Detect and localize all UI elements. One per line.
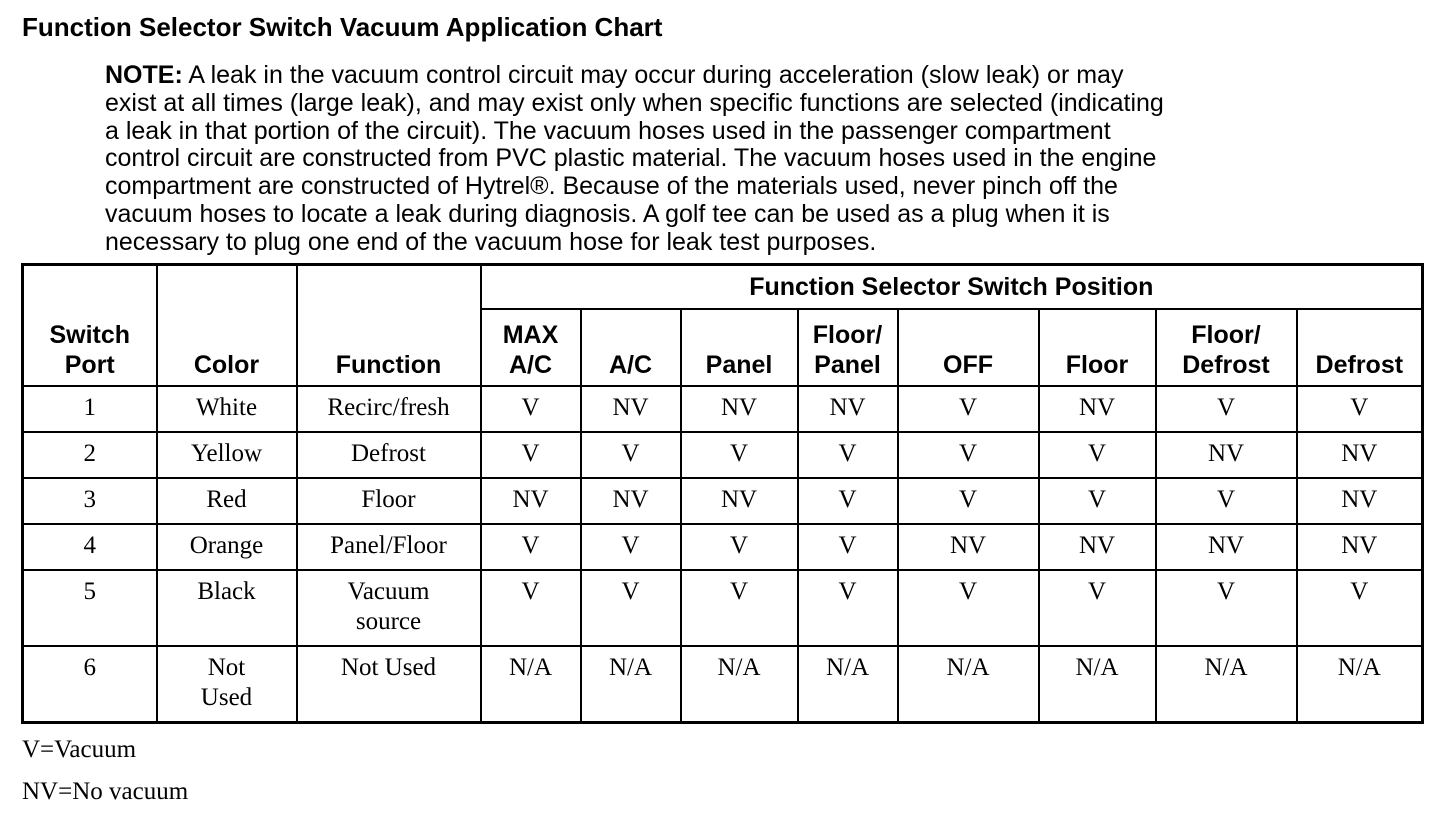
vacuum-value-cell: V: [798, 432, 898, 478]
header-line: Switch: [49, 321, 131, 349]
cell-line: Defrost: [351, 440, 426, 467]
vacuum-value-cell: N/A: [898, 646, 1039, 723]
header-line: Port: [64, 351, 115, 379]
color-cell: [157, 524, 297, 570]
header-position: [681, 309, 798, 386]
vacuum-value-cell: NV: [1297, 524, 1423, 570]
function-cell: [297, 386, 481, 432]
header-function: [297, 265, 481, 387]
note-line: a leak in that portion of the circuit). The vacuum hoses used in the passenger compartment: [105, 116, 1111, 145]
vacuum-value-cell: NV: [1156, 524, 1297, 570]
color-cell: [157, 646, 297, 723]
port-cell: 5: [23, 570, 157, 646]
cell-line: Panel/Floor: [330, 532, 447, 559]
color-cell: [157, 432, 297, 478]
vacuum-value-cell: NV: [1156, 432, 1297, 478]
vacuum-value-cell: NV: [681, 386, 798, 432]
header-line: A/C: [508, 351, 553, 379]
cell-line: source: [355, 608, 422, 635]
vacuum-value-cell: V: [481, 570, 581, 646]
vacuum-value-cell: NV: [1297, 478, 1423, 524]
header-line: Color: [193, 351, 260, 379]
header-position: [1039, 309, 1156, 386]
vacuum-value-cell: V: [581, 524, 681, 570]
cell-line: Yellow: [190, 440, 263, 467]
color-cell: [157, 570, 297, 646]
vacuum-value-cell: V: [898, 478, 1039, 524]
color-cell: [157, 478, 297, 524]
color-cell: [157, 386, 297, 432]
header-switch-position-group: Function Selector Switch Position: [481, 265, 1423, 310]
vacuum-value-cell: NV: [1039, 386, 1156, 432]
vacuum-value-cell: V: [898, 432, 1039, 478]
vacuum-value-cell: N/A: [1039, 646, 1156, 723]
function-cell: [297, 478, 481, 524]
header-line: A/C: [608, 351, 653, 379]
vacuum-value-cell: V: [798, 570, 898, 646]
header-line: Floor: [1065, 351, 1129, 379]
note-line: [105, 62, 1405, 90]
note-label: NOTE:: [105, 61, 183, 89]
note-line: vacuum hoses to locate a leak during diagnosis. A golf tee can be used as a plug when it is: [105, 199, 1110, 228]
header-line: Defrost: [1182, 351, 1270, 379]
table-row: [23, 646, 1423, 723]
header-position: [1297, 309, 1423, 386]
vacuum-value-cell: N/A: [1156, 646, 1297, 723]
vacuum-value-cell: N/A: [681, 646, 798, 723]
vacuum-value-cell: V: [681, 432, 798, 478]
vacuum-value-cell: NV: [798, 386, 898, 432]
vacuum-value-cell: V: [481, 432, 581, 478]
header-line: OFF: [943, 351, 993, 379]
cell-line: Red: [206, 486, 247, 513]
table-row: [23, 432, 1423, 478]
vacuum-value-cell: V: [1297, 386, 1423, 432]
note-line-text: A leak in the vacuum control circuit may occur during acceleration (slow leak) or may: [182, 61, 1124, 89]
function-cell: [297, 432, 481, 478]
cell-line: Floor: [361, 486, 416, 513]
vacuum-value-cell: NV: [681, 478, 798, 524]
note-line: exist at all times (large leak), and may exist only when specific functions are selected (indicating: [105, 88, 1164, 117]
vacuum-value-cell: V: [581, 570, 681, 646]
vacuum-value-cell: V: [1156, 386, 1297, 432]
cell-line: Vacuum: [347, 578, 430, 605]
cell-line: White: [195, 394, 258, 421]
header-position: [898, 309, 1039, 386]
header-position: [798, 309, 898, 386]
vacuum-value-cell: NV: [481, 478, 581, 524]
function-cell: [297, 570, 481, 646]
vacuum-value-cell: V: [1297, 570, 1423, 646]
vacuum-value-cell: N/A: [581, 646, 681, 723]
header-line: Floor/: [812, 321, 883, 349]
vacuum-value-cell: V: [798, 478, 898, 524]
vacuum-value-cell: V: [898, 570, 1039, 646]
function-cell: [297, 646, 481, 723]
vacuum-value-cell: V: [581, 432, 681, 478]
cell-line: Not: [207, 654, 246, 681]
table-row: [23, 386, 1423, 432]
vacuum-value-cell: NV: [1297, 432, 1423, 478]
header-line: Floor/: [1191, 321, 1261, 349]
vacuum-value-cell: V: [481, 386, 581, 432]
vacuum-value-cell: N/A: [1297, 646, 1423, 723]
legend-no-vacuum: NV=No vacuum: [22, 778, 189, 805]
port-cell: 6: [23, 646, 157, 723]
cell-line: Not Used: [340, 654, 437, 681]
vacuum-value-cell: V: [1156, 570, 1297, 646]
vacuum-value-cell: V: [1039, 432, 1156, 478]
vacuum-value-cell: N/A: [481, 646, 581, 723]
vacuum-value-cell: V: [681, 570, 798, 646]
table-row: [23, 570, 1423, 646]
vacuum-value-cell: V: [898, 386, 1039, 432]
cell-line: Black: [197, 578, 256, 605]
header-switch-port: [23, 265, 157, 387]
port-cell: 2: [23, 432, 157, 478]
vacuum-value-cell: V: [481, 524, 581, 570]
cell-line: Used: [200, 684, 253, 711]
vacuum-value-cell: V: [1156, 478, 1297, 524]
port-cell: 3: [23, 478, 157, 524]
header-line: MAX: [502, 321, 559, 349]
vacuum-value-cell: V: [681, 524, 798, 570]
header-position: [581, 309, 681, 386]
header-line: Panel: [705, 351, 773, 379]
header-line: Defrost: [1315, 351, 1404, 379]
header-line: Panel: [814, 351, 881, 379]
header-color: [157, 265, 297, 387]
port-cell: 4: [23, 524, 157, 570]
table-row: [23, 524, 1423, 570]
vacuum-value-cell: NV: [898, 524, 1039, 570]
vacuum-application-table: [21, 263, 1424, 724]
vacuum-value-cell: V: [798, 524, 898, 570]
port-cell: 1: [23, 386, 157, 432]
note-line: compartment are constructed of Hytrel®. Because of the materials used, never pinch off the: [105, 172, 1118, 201]
note-line: control circuit are constructed from PVC plastic material. The vacuum hoses used in the engine: [105, 144, 1157, 173]
vacuum-value-cell: NV: [581, 386, 681, 432]
vacuum-value-cell: NV: [1039, 524, 1156, 570]
vacuum-value-cell: V: [1039, 478, 1156, 524]
note-line: necessary to plug one end of the vacuum hose for leak test purposes.: [105, 227, 877, 256]
vacuum-value-cell: N/A: [798, 646, 898, 723]
note-paragraph: [105, 62, 1405, 257]
page-title: Function Selector Switch Vacuum Application Chart: [22, 12, 663, 42]
table-row: [23, 478, 1423, 524]
table-body: [23, 386, 1423, 723]
vacuum-value-cell: NV: [581, 478, 681, 524]
cell-line: Orange: [189, 532, 264, 559]
header-position: [481, 309, 581, 386]
vacuum-value-cell: V: [1039, 570, 1156, 646]
header-line: Function: [335, 351, 442, 379]
cell-line: Recirc/fresh: [327, 394, 450, 421]
legend-vacuum: V=Vacuum: [22, 736, 137, 763]
header-position: [1156, 309, 1297, 386]
function-cell: [297, 524, 481, 570]
